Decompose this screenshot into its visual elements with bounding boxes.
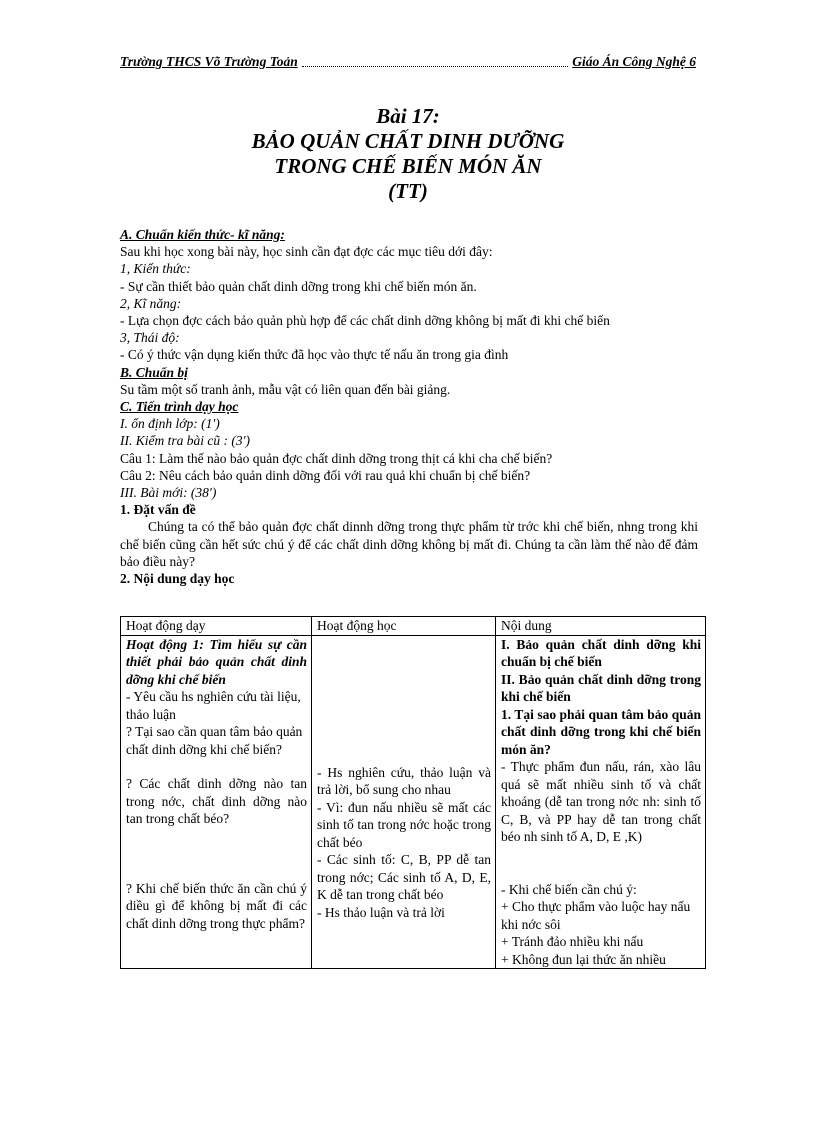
knowledge-text: - Sự cần thiết bảo quản chất dinh dỡng trong khi chế biến món ăn. [120, 278, 477, 294]
content-note-heading: - Khi chế biến cần chú ý: [501, 881, 637, 897]
section-c-heading: C. Tiến trình dạy học [120, 399, 239, 415]
activity-1-title: Hoạt động 1: Tìm hiểu sự cần thiết phải bảo quản chất dinh dỡng khi chế biến [126, 636, 307, 687]
content-cell [496, 635, 706, 969]
teacher-activity-cell [121, 635, 312, 969]
teacher-question-3: ? Khi chế biến thức ăn cần chú ý diều gì để không bị mất đi các chất dinh dỡng trong thực phẩm? [126, 880, 307, 931]
subsection-1-heading: 1. Đặt vấn đề [120, 502, 196, 518]
knowledge-label: 1, Kiến thức: [120, 261, 191, 277]
document-name: Giáo Án Công Nghệ 6 [572, 54, 696, 69]
content-note-2: + Tránh đảo nhiều khi nấu [501, 934, 644, 949]
header-dotted-leader [302, 66, 569, 67]
lesson-plan-table [120, 616, 706, 969]
review-question-2: Câu 2: Nêu cách bảo quản dinh dỡng đối với rau quả khi chuẩn bị chế biến? [120, 467, 531, 483]
section-a-heading: A. Chuẩn kiến thức- kĩ năng: [120, 227, 285, 242]
content-paragraph-1: - Thực phẩm đun nấu, rán, xào lâu quá sẽ mất nhiều sinh tố và chất khoáng (dễ tan trong nớc nh: sinh tố C, B, và PP hay dễ tan trong chất béo nh sinh tố A, D, E ,K) [501, 759, 701, 844]
lesson-title-continued: (TT) [388, 179, 428, 203]
review-question-1: Câu 1: Làm thế nào bảo quản đợc chất dinh dỡng trong thịt cá khi cha chế biến? [120, 450, 553, 466]
lesson-title [120, 104, 696, 204]
content-heading-2: II. Bảo quản chất dinh dỡng trong khi chế biến [501, 671, 701, 704]
section-a-intro: Sau khi học xong bài này, học sinh cần đạt đợc các mục tiêu dới đây: [120, 244, 493, 260]
step-1-class-order: I. ổn định lớp: (1') [120, 416, 220, 432]
spacer [317, 636, 491, 764]
page-header [120, 52, 696, 70]
student-step-1: - Hs nghiên cứu, thảo luận và trả lời, bổ sung cho nhau [317, 764, 491, 797]
student-step-3: - Các sinh tố: C, B, PP dễ tan trong nớc; Các sinh tố A, D, E, K dễ tan trong chất béo [317, 852, 491, 902]
content-note-1: + Cho thực phẩm vào luộc hay nấu khi nớc sôi [501, 899, 691, 932]
subsection-1-text: Chúng ta có thể bảo quản đợc chất dinnh dỡng trong thực phẩm từ trớc khi chế biến, nhng trong khi chế biến cũng cần hết sức chú ý để các chất dinh dỡng không bị mất đi. Chúng ta cần làm thế nào để đảm bảo điều này? [120, 519, 698, 569]
table-header-row [121, 617, 706, 636]
attitude-label: 3, Thái độ: [120, 330, 180, 346]
skill-label: 2, Kĩ năng: [120, 295, 182, 311]
header-student-activity: Hoạt động học [312, 617, 496, 636]
header-content: Nội dung [496, 617, 706, 636]
lesson-title-line-1: BẢO QUẢN CHẤT DINH DƯỠNG [251, 129, 565, 153]
lesson-number: Bài 17: [376, 104, 440, 128]
teacher-question-2: ? Các chất dinh dỡng nào tan trong nớc, chất dinh dỡng nào tan trong chất béo? [126, 776, 307, 826]
teacher-question-1: ? Tại sao cần quan tâm bảo quản chất dinh dỡng khi chế biến? [126, 724, 303, 757]
section-b-text: Su tầm một số tranh ảnh, mẫu vật có liên quan đến bài giảng. [120, 381, 451, 397]
skill-text: - Lựa chọn đợc cách bảo quản phù hợp để các chất dinh dỡng không bị mất đi khi chế biến [120, 313, 610, 329]
step-3-new-lesson: III. Bài mới: (38') [120, 485, 217, 501]
step-2-review: II. Kiểm tra bài cũ : (3') [120, 433, 250, 449]
school-name: Trường THCS Võ Trường Toản [120, 54, 298, 69]
student-step-4: - Hs thảo luận và trả lời [317, 904, 445, 920]
student-step-2: - Vì: đun nấu nhiều sẽ mất các sinh tố tan trong nớc hoặc trong chất béo [317, 799, 491, 850]
content-heading-3: 1. Tại sao phải quan tâm bảo quản chất dinh dỡng trong khi chế biến món ăn? [501, 706, 701, 757]
lesson-title-line-2: TRONG CHẾ BIẾN MÓN ĂN [274, 154, 542, 178]
student-activity-cell [312, 635, 496, 969]
attitude-text: - Có ý thức vận dụng kiến thức đã học vào thực tế nấu ăn trong gia đình [120, 347, 509, 363]
table-row [121, 635, 706, 969]
subsection-2-heading: 2. Nội dung dạy học [120, 571, 235, 587]
section-b-heading: B. Chuẩn bị [120, 364, 188, 380]
teacher-step-1: - Yêu cầu hs nghiên cứu tài liệu, thảo luận [126, 689, 301, 722]
content-heading-1: I. Bảo quản chất dinh dỡng khi chuẩn bị chế biến [501, 636, 701, 669]
spacer [126, 758, 307, 775]
spacer [126, 828, 307, 880]
content-note-3: + Không đun lại thức ăn nhiều [501, 951, 666, 967]
lesson-body [120, 226, 698, 587]
header-teacher-activity: Hoạt động dạy [121, 617, 312, 636]
spacer [501, 846, 701, 881]
